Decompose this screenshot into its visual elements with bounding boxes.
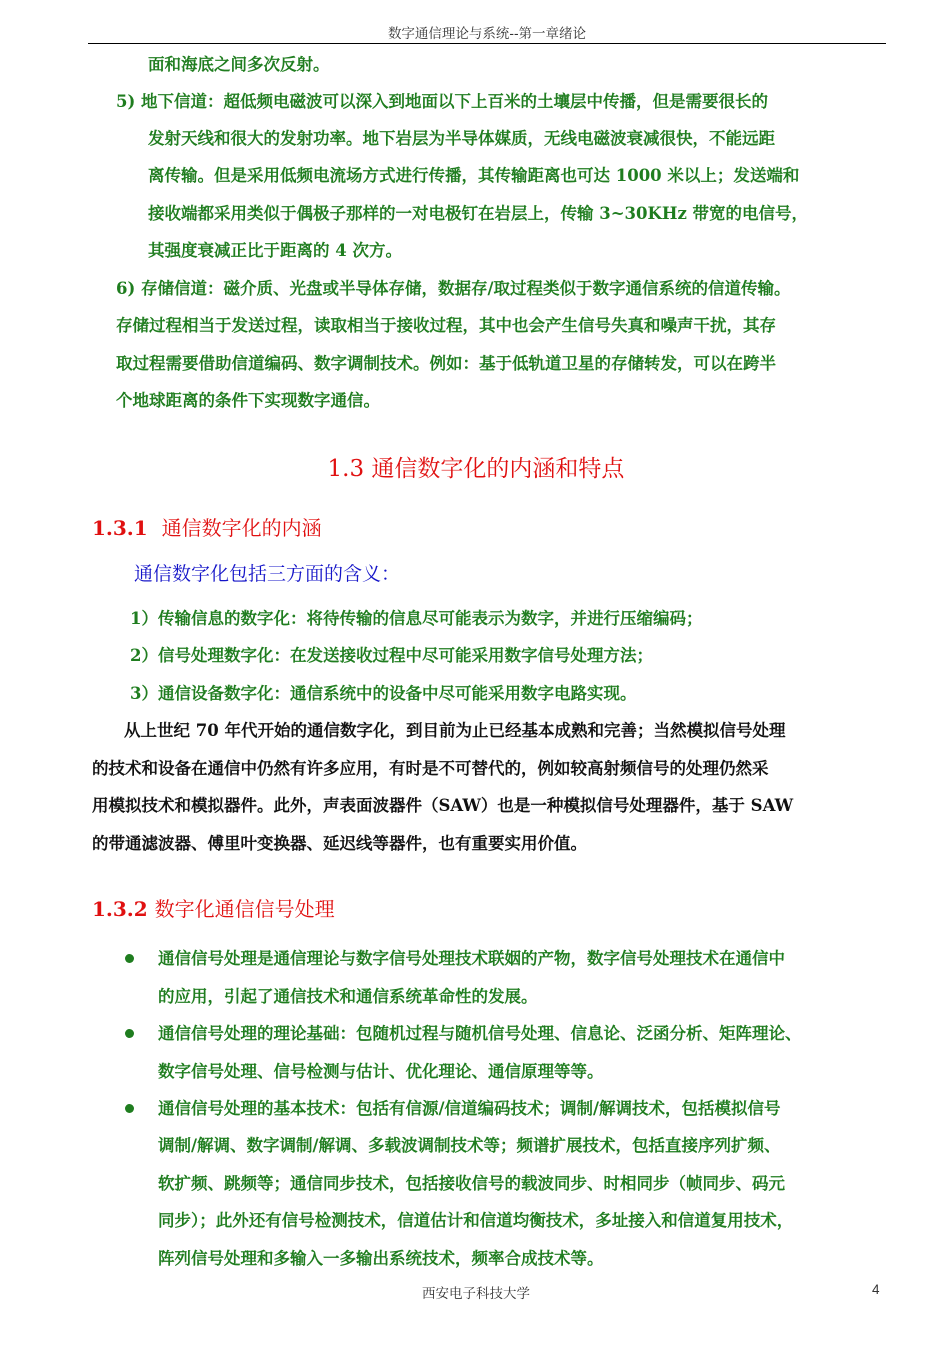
subsection-number: 1.3.1 bbox=[92, 516, 148, 540]
meaning-item: 1）传输信息的数字化：将待传输的信息尽可能表示为数字，并进行压缩编码； bbox=[130, 609, 703, 628]
item6-line: 6) 存储信道：磁介质、光盘或半导体存储，数据存/取过程类似于数字通信系统的信道传输。 bbox=[116, 279, 791, 298]
bullet-icon bbox=[125, 1104, 134, 1113]
paragraph-line: 用模拟技术和模拟器件。此外，声表面波器件（SAW）也是一种模拟信号处理器件，基于 SAW bbox=[92, 796, 794, 815]
bullet-line: 软扩频、跳频等；通信同步技术，包括接收信号的载波同步、时相同步（帧同步、码元 bbox=[158, 1174, 785, 1193]
paragraph-line: 的技术和设备在通信中仍然有许多应用，有时是不可替代的，例如较高射频信号的处理仍然采 bbox=[92, 759, 769, 778]
bullet-line: 的应用，引起了通信技术和通信系统革命性的发展。 bbox=[158, 987, 538, 1006]
paragraph-line: 从上世纪 70 年代开始的通信数字化，到目前为止已经基本成熟和完善；当然模拟信号处理 bbox=[124, 721, 786, 740]
continuation-line: 面和海底之间多次反射。 bbox=[148, 55, 330, 74]
item5-line: 发射天线和很大的发射功率。地下岩层为半导体媒质，无线电磁波衰减很快，不能远距 bbox=[148, 129, 775, 148]
bullet-line: 通信信号处理的基本技术：包括有信源/信道编码技术；调制/解调技术，包括模拟信号 bbox=[158, 1099, 781, 1118]
bullet-icon bbox=[125, 954, 134, 963]
item6-line: 取过程需要借助信道编码、数字调制技术。例如：基于低轨道卫星的存储转发，可以在跨半 bbox=[116, 354, 776, 373]
meaning-item: 3）通信设备数字化：通信系统中的设备中尽可能采用数字电路实现。 bbox=[130, 684, 637, 703]
bullet-line: 同步）；此外还有信号检测技术，信道估计和信道均衡技术，多址接入和信道复用技术， bbox=[158, 1211, 794, 1230]
bullet-line: 通信信号处理的理论基础：包随机过程与随机信号处理、信息论、泛函分析、矩阵理论、 bbox=[158, 1024, 802, 1043]
subsection-number: 1.3.2 bbox=[92, 897, 148, 921]
item5-line: 5) 地下信道：超低频电磁波可以深入到地面以下上百米的土壤层中传播，但是需要很长的 bbox=[116, 92, 769, 111]
bullet-icon bbox=[125, 1029, 134, 1038]
subsection-title: 数字化通信信号处理 bbox=[154, 897, 335, 921]
paragraph-line: 的带通滤波器、傅里叶变换器、延迟线等器件，也有重要实用价值。 bbox=[92, 834, 587, 853]
lead-line: 通信数字化包括三方面的含义： bbox=[134, 563, 401, 585]
item6-line: 存储过程相当于发送过程，读取相当于接收过程，其中也会产生信号失真和噪声干扰，其存 bbox=[116, 316, 776, 335]
subsection-title: 通信数字化的内涵 bbox=[161, 516, 322, 540]
bullet-line: 阵列信号处理和多输入一多输出系统技术，频率合成技术等。 bbox=[158, 1249, 604, 1268]
header-rule bbox=[88, 43, 886, 44]
bullet-line: 调制/解调、数字调制/解调、多载波调制技术等；频谱扩展技术，包括直接序列扩频、 bbox=[158, 1136, 781, 1155]
subsection-heading-1-3-2 bbox=[92, 893, 335, 922]
bullet-line: 数字信号处理、信号检测与估计、优化理论、通信原理等等。 bbox=[158, 1062, 604, 1081]
item6-line: 个地球距离的条件下实现数字通信。 bbox=[116, 391, 380, 410]
bullet-line: 通信信号处理是通信理论与数字信号处理技术联姻的产物，数字信号处理技术在通信中 bbox=[158, 949, 785, 968]
item5-line: 其强度衰减正比于距离的 4 次方。 bbox=[148, 241, 402, 260]
item5-line: 离传输。但是采用低频电流场方式进行传播，其传输距离也可达 1000 米以上；发送端和 bbox=[148, 166, 800, 185]
item5-line: 接收端都采用类似于偶极子那样的一对电极钉在岩层上，传输 3~30KHz 带宽的电信号， bbox=[148, 204, 809, 223]
subsection-heading-1-3-1 bbox=[92, 512, 322, 541]
running-header: 数字通信理论与系统--第一章绪论 bbox=[387, 26, 587, 42]
footer-university: 西安电子科技大学 bbox=[422, 1286, 530, 1302]
meaning-item: 2）信号处理数字化：在发送接收过程中尽可能采用数字信号处理方法； bbox=[130, 646, 653, 665]
page-number: 4 bbox=[872, 1282, 880, 1297]
section-heading-1-3: 1.3 通信数字化的内涵和特点 bbox=[327, 456, 625, 482]
